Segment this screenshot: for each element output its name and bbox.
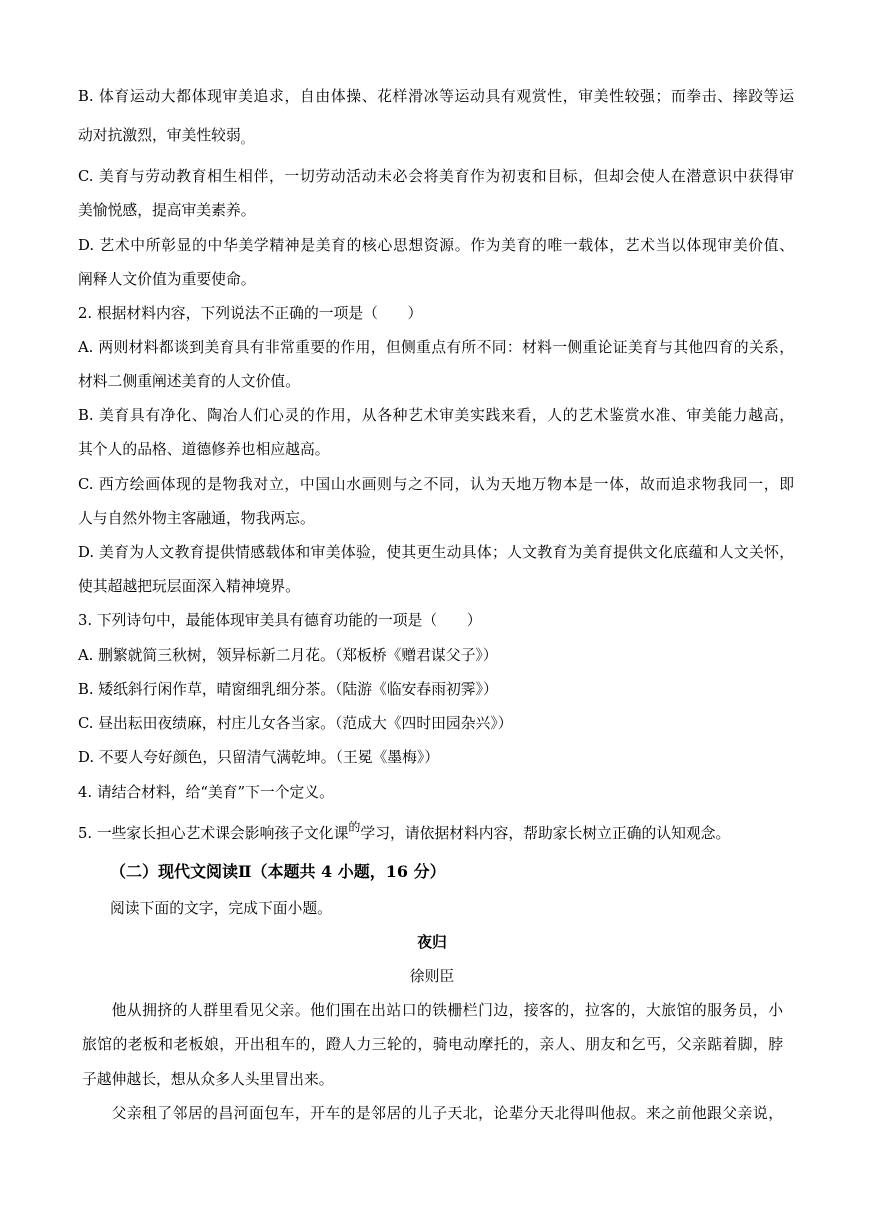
q1-option-c-line: C. 美育与劳动教育相生相伴，一切劳动活动未必会将美育作为初衷和目标，但却会使人在潜意识中获得审 (78, 168, 794, 185)
q2-option-d-line: D. 美育为人文教育提供情感载体和审美体验，使其更生动具体；人文教育为美育提供文化底蕴和人文关怀， (78, 544, 794, 561)
q1-option-b-end-mark: 。 (240, 132, 253, 146)
q5-stem-raised-char: 的 (348, 820, 361, 834)
story-line: 子越伸越长，想从众多人头里冒出来。 (82, 1072, 334, 1088)
q1-option-c-line: 美愉悦感，提高审美素养。 (78, 202, 256, 219)
q2-stem: 2. 根据材料内容，下列说法不正确的一项是（ ） (78, 305, 423, 322)
q3-stem: 3. 下列诗句中，最能体现审美具有德育功能的一项是（ ） (78, 612, 482, 629)
story-line: 旅馆的老板和老板娘，开出租车的，蹬人力三轮的，骑电动摩托的，亲人、朋友和乞丐，父亲踮着脚，脖 (82, 1037, 783, 1053)
q2-option-b-line: B. 美育具有净化、陶冶人们心灵的作用，从各种艺术审美实践来看，人的艺术鉴赏水准、审美能力越高， (78, 407, 794, 424)
story-line: 父亲租了邻居的昌河面包车，开车的是邻居的儿子天北，论辈分天北得叫他叔。来之前他跟父亲说， (111, 1106, 783, 1122)
q1-option-b-line (78, 126, 794, 146)
story-title: 夜归 (417, 935, 447, 951)
story-author: 徐则臣 (409, 969, 455, 985)
q2-option-c-line: 人与自然外物主客融通，物我两忘。 (78, 510, 315, 527)
section-heading: （二）现代文阅读Ⅱ（本题共 4 小题，16 分） (110, 862, 446, 881)
q4-stem: 4. 请结合材料，给“美育”下一个定义。 (78, 784, 334, 801)
section-instruction: 阅读下面的文字，完成下面小题。 (110, 900, 332, 917)
q2-option-b-line: 其个人的品格、道德修养也相应越高。 (78, 441, 330, 458)
q1-option-b-text: 动对抗激烈，审美性较弱 (78, 127, 241, 144)
q2-option-a-line: 材料二侧重阐述美育的人文价值。 (78, 373, 300, 390)
q2-option-d-line: 使其超越把玩层面深入精神境界。 (78, 578, 300, 595)
q1-option-b-line: B. 体育运动大都体现审美追求，自由体操、花样滑冰等运动具有观赏性，审美性较强；而拳击、摔跤等运 (78, 88, 794, 105)
q2-option-a-line: A. 两则材料都谈到美育具有非常重要的作用，但侧重点有所不同：材料一侧重论证美育与其他四育的关系， (78, 339, 794, 356)
q5-stem-start: 5. 一些家长担心艺术课会影响孩子文化课 (78, 825, 349, 842)
q5-stem (78, 820, 794, 844)
q2-option-c-line: C. 西方绘画体现的是物我对立，中国山水画则与之不同，认为天地万物本是一体，故而追求物我同一，即 (78, 476, 794, 493)
q1-option-d-line: 阐释人文价值为重要使命。 (78, 271, 256, 288)
q1-option-d-line: D. 艺术中所彰显的中华美学精神是美育的核心思想资源。作为美育的唯一载体，艺术当以体现审美价值、 (78, 237, 794, 254)
story-line: 他从拥挤的人群里看见父亲。他们围在出站口的铁栅栏门边，接客的，拉客的，大旅馆的服务员，小 (111, 1003, 783, 1019)
q3-option-a: A. 删繁就简三秋树，领异标新二月花。（郑板桥《赠君谋父子》） (78, 647, 498, 664)
q3-option-b: B. 矮纸斜行闲作草，晴窗细乳细分茶。（陆游《临安春雨初霁》） (78, 681, 498, 698)
q3-option-c: C. 昼出耘田夜绩麻，村庄儿女各当家。（范成大《四时田园杂兴》） (78, 715, 513, 732)
q3-option-d: D. 不要人夸好颜色，只留清气满乾坤。（王冕《墨梅》） (78, 749, 440, 766)
q5-stem-end: 学习，请依据材料内容，帮助家长树立正确的认知观念。 (360, 825, 731, 842)
